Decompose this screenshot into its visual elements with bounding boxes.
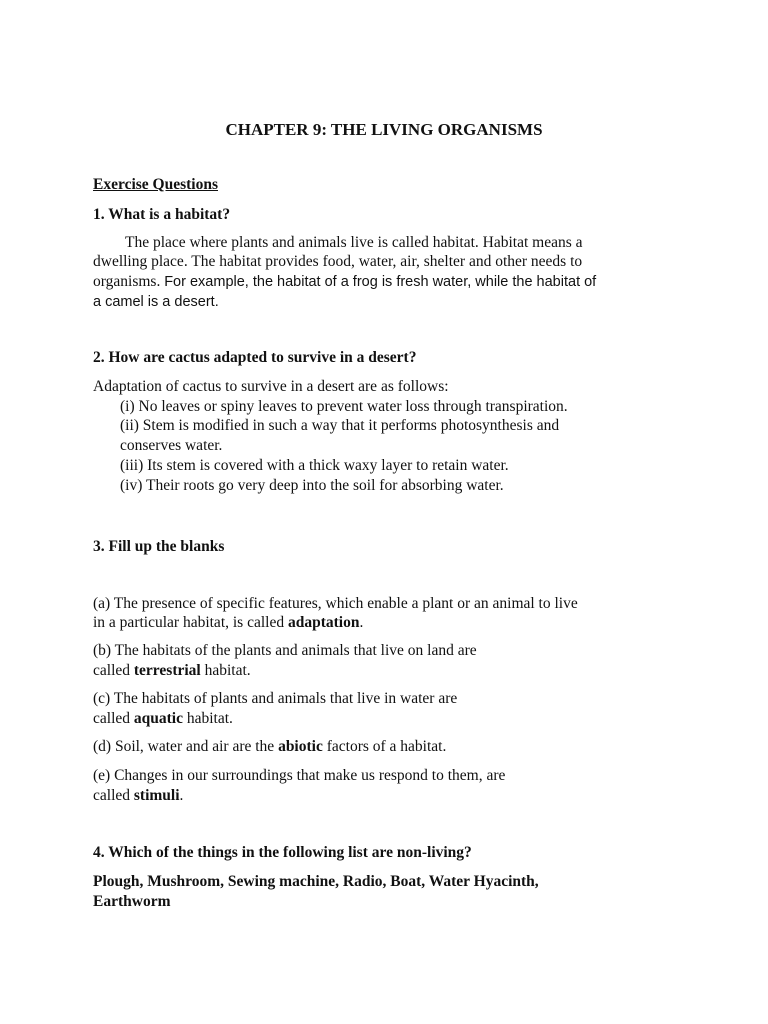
q4-list-line-2: Earthworm (93, 893, 171, 910)
answer-aquatic: aquatic (133, 710, 183, 727)
q1-answer-organisms: organisms. (93, 273, 161, 290)
q2-point-ii-cont: conserves water. (120, 437, 223, 454)
q3-item-a-line-2: in a particular habitat, is called adaptation. (93, 614, 364, 631)
question-3: 3. Fill up the blanks (93, 538, 225, 555)
q2-intro: Adaptation of cactus to survive in a desert are as follows: (93, 378, 449, 395)
question-2: 2. How are cactus adapted to survive in a desert? (93, 349, 417, 366)
q2-point-iv: (iv) Their roots go very deep into the soil for absorbing water. (120, 477, 504, 494)
q2-point-i: (i) No leaves or spiny leaves to prevent water loss through transpiration. (120, 398, 568, 415)
answer-adaptation: adaptation (287, 614, 360, 631)
q3-item-a-line-1: (a) The presence of specific features, which enable a plant or an animal to live (93, 595, 578, 612)
q3-item-d: (d) Soil, water and air are the abiotic factors of a habitat. (93, 738, 447, 755)
question-1: 1. What is a habitat? (93, 206, 231, 223)
answer-stimuli: stimuli (133, 787, 180, 804)
q1-answer-line-2: dwelling place. The habitat provides food, water, air, shelter and other needs to (93, 253, 583, 270)
q1-answer-line-4: a camel is a desert. (93, 294, 219, 310)
q1-answer-example: For example, the habitat of a frog is fresh water, while the habitat of (164, 274, 597, 290)
q3-item-e-line-2: called stimuli. (93, 787, 184, 804)
answer-abiotic: abiotic (278, 738, 323, 755)
question-4: 4. Which of the things in the following list are non-living? (93, 844, 472, 861)
q1-answer-line-3 (93, 272, 596, 292)
chapter-title: CHAPTER 9: THE LIVING ORGANISMS (225, 120, 543, 139)
exercise-heading: Exercise Questions (93, 176, 218, 193)
q3-item-b-line-1: (b) The habitats of the plants and animals that live on land are (93, 642, 477, 659)
q2-point-ii: (ii) Stem is modified in such a way that it performs photosynthesis and (120, 417, 560, 434)
answer-terrestrial: terrestrial (133, 662, 201, 679)
q3-item-c-line-1: (c) The habitats of plants and animals that live in water are (93, 690, 458, 707)
q1-answer-line-1: The place where plants and animals live is called habitat. Habitat means a (125, 234, 583, 251)
q3-item-c-line-2: called aquatic habitat. (93, 710, 233, 727)
q3-item-e-line-1: (e) Changes in our surroundings that make us respond to them, are (93, 767, 506, 784)
q4-list-line-1: Plough, Mushroom, Sewing machine, Radio, Boat, Water Hyacinth, (93, 873, 539, 890)
q3-item-b-line-2: called terrestrial habitat. (93, 662, 251, 679)
q2-point-iii: (iii) Its stem is covered with a thick waxy layer to retain water. (120, 457, 509, 474)
